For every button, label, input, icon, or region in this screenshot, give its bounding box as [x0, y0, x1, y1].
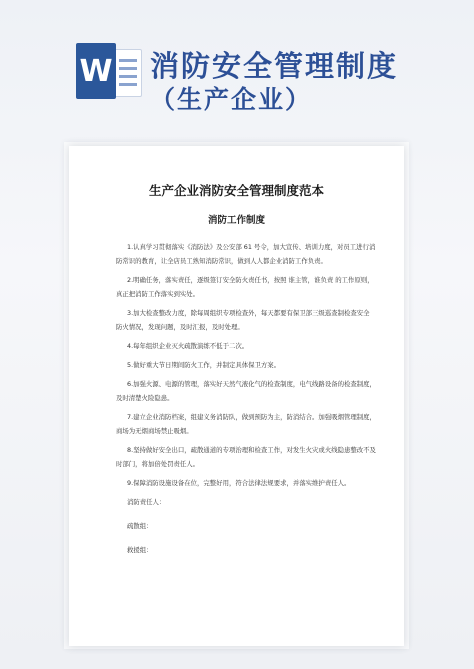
paragraph-line: 1.认真学习贯彻落实《消防法》及公安部 61 号令，加大宣传、培训力度，对员工进行消	[127, 243, 376, 251]
paragraph	[116, 273, 374, 301]
paragraph-line: 及时清楚火险隐患。	[116, 394, 174, 402]
page-subtitle: （生产企业）	[150, 85, 313, 114]
paragraph	[116, 476, 366, 490]
document-section-heading: 消防工作制度	[207, 215, 265, 226]
paragraph	[116, 410, 376, 438]
paragraph	[116, 240, 376, 268]
paragraph-line: 真正把消防工作落实到实处。	[116, 290, 200, 298]
paragraph-line: 时部门，将加倍处罚责任人。	[116, 460, 200, 468]
signature-fire-safety-officer: 消防责任人：	[127, 498, 166, 506]
header	[0, 0, 474, 120]
paragraph-line: 5.做好重大节日期间防火工作，并制定具体保卫方案。	[127, 361, 281, 369]
paragraph-line: 8.坚持做好安全出口，疏散通道的专项治理和检查工作，对发生火灾或火线隐患整改不及	[127, 446, 376, 454]
page-title: 消防安全管理制度	[150, 49, 399, 83]
word-document-icon	[76, 43, 142, 99]
paragraph-line: 4.每年组织企业灭火疏散演练不低于二次。	[127, 342, 249, 350]
paragraph-line: 2.明确任务，落实责任，逐级签订安全防火责任书，按照 谁主管，谁负责 的工作原则，	[127, 276, 374, 284]
paragraph	[116, 358, 366, 372]
paragraph	[116, 339, 366, 353]
paragraph-line: 9.保障消防设施设备在位，完整好用，符合法律法规要求，并落实维护责任人。	[127, 479, 351, 487]
paragraph-line: 防火情况，发现问题，及时汇报，及时处理。	[116, 323, 244, 331]
paragraph-line: 7.建立企业消防档案，组建义务消防队，做到预防为主，防消结合。加强吸烟管理制度，	[127, 413, 376, 421]
document-title: 生产企业消防安全管理制度范本	[148, 183, 324, 198]
signature-evacuation-team: 疏散组：	[127, 522, 153, 530]
document-page	[69, 146, 404, 646]
paragraph-line: 商场为无烟商场禁止吸烟。	[116, 427, 193, 435]
document-body	[116, 240, 376, 567]
paragraph-line: 3.加大检查整改力度，除每周组织专项检查外，每天都要有保卫部三级巡查制检查安全	[127, 309, 370, 317]
paragraph	[116, 377, 376, 405]
word-letter-tile: W	[76, 43, 116, 99]
paragraph	[116, 306, 370, 334]
paragraph	[116, 443, 376, 471]
paragraph-line: 6.加强火源、电源的管理，落实好天然气液化气的检查制度，电气线路设备的检查制度，	[127, 380, 376, 388]
paragraph-line: 防常识的教育，让全店员工熟知消防常识，做到人人都企业消防工作负责。	[116, 257, 327, 265]
signature-rescue-team: 救援组：	[127, 546, 153, 554]
